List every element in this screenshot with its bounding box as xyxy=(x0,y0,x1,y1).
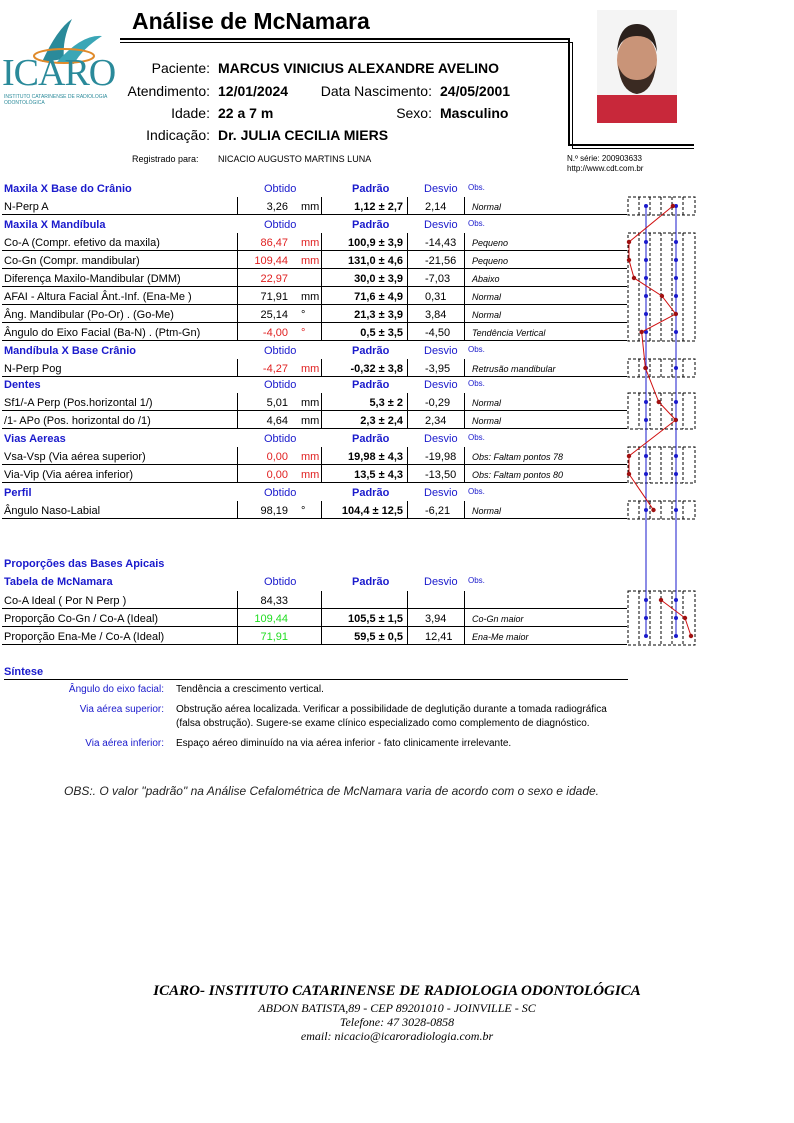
obtido-value: 71,91 xyxy=(260,291,288,303)
age-value: 22 a 7 m xyxy=(218,105,274,121)
patient-point xyxy=(674,418,678,422)
range-point xyxy=(644,312,648,316)
col-desvio: Desvio xyxy=(424,219,458,231)
range-point xyxy=(674,276,678,280)
synthesis-item xyxy=(4,703,624,731)
range-point xyxy=(644,418,648,422)
proportions-title: Proporções das Bases Apicais xyxy=(4,558,165,570)
synthesis-item xyxy=(4,737,624,751)
patient-point xyxy=(643,366,647,370)
patient-point xyxy=(651,508,655,512)
section-title: Mandíbula X Base Crânio xyxy=(4,345,137,357)
range-point xyxy=(644,634,648,638)
col-obtido: Obtido xyxy=(264,576,297,588)
row-obs: Pequeno xyxy=(465,233,627,251)
patient-point xyxy=(627,258,631,262)
obtido-value: 25,14 xyxy=(260,309,288,321)
row-padrao: 0,5 ± 3,5 xyxy=(322,323,408,341)
col-padrao: Padrão xyxy=(352,183,390,195)
patient-point xyxy=(657,400,661,404)
obtido-unit: mm xyxy=(301,397,320,409)
patient-point xyxy=(674,312,678,316)
row-obs: Obs: Faltam pontos 78 xyxy=(465,447,627,465)
row-padrao: -0,32 ± 3,8 xyxy=(322,359,408,377)
col-obs: Obs. xyxy=(468,487,485,496)
range-point xyxy=(644,508,648,512)
row-padrao: 105,5 ± 1,5 xyxy=(322,609,408,627)
range-point xyxy=(644,276,648,280)
range-point xyxy=(644,258,648,262)
row-padrao: 21,3 ± 3,9 xyxy=(322,305,408,323)
synthesis-label: Via aérea inferior: xyxy=(85,738,164,749)
row-obs: Obs: Faltam pontos 80 xyxy=(465,465,627,483)
row-desvio: 3,94 xyxy=(408,609,465,627)
sex-value: Masculino xyxy=(440,105,509,121)
col-obs: Obs. xyxy=(468,576,485,585)
row-padrao: 5,3 ± 2 xyxy=(322,393,408,411)
footer-email[interactable]: email: nicacio@icaroradiologia.com.br xyxy=(300,1029,494,1043)
obtido-value: 3,26 xyxy=(266,201,288,213)
row-padrao: 71,6 ± 4,9 xyxy=(322,287,408,305)
col-obtido: Obtido xyxy=(264,379,297,391)
row-padrao: 19,98 ± 4,3 xyxy=(322,447,408,465)
indication-value: Dr. JULIA CECILIA MIERS xyxy=(218,127,389,143)
row-padrao: 30,0 ± 3,9 xyxy=(322,269,408,287)
row-name: Diferença Maxilo-Mandibular (DMM) xyxy=(2,269,237,287)
obtido-unit: mm xyxy=(301,363,320,375)
range-point xyxy=(674,240,678,244)
obtido-value: 109,44 xyxy=(254,613,288,625)
patient-point xyxy=(632,276,636,280)
row-name: Âng. Mandibular (Po-Or) . (Go-Me) xyxy=(2,305,237,323)
col-padrao: Padrão xyxy=(352,576,390,588)
range-point xyxy=(644,400,648,404)
range-point xyxy=(674,400,678,404)
row-obs: Normal xyxy=(465,501,627,519)
row-desvio: -3,95 xyxy=(408,359,465,377)
obtido-unit: mm xyxy=(301,255,320,267)
obtido-unit: mm xyxy=(301,237,320,249)
section-title: Maxila X Mandíbula xyxy=(4,219,106,231)
obtido-value: 5,01 xyxy=(266,397,288,409)
range-point xyxy=(674,294,678,298)
col-obtido: Obtido xyxy=(264,345,297,357)
patient-point xyxy=(683,616,687,620)
row-obs: Normal xyxy=(465,305,627,323)
range-point xyxy=(674,508,678,512)
obtido-value: 71,91 xyxy=(260,631,288,643)
synthesis-title: Síntese xyxy=(4,666,44,678)
synthesis-label: Via aérea superior: xyxy=(79,704,164,715)
registered-label: Registrado para: xyxy=(132,154,199,164)
website-link[interactable]: http://www.cdt.com.br xyxy=(567,164,644,173)
footer-address: ABDON BATISTA,89 - CEP 89201010 - JOINVILLE - SC xyxy=(258,1001,536,1015)
row-obs: Abaixo xyxy=(465,269,627,287)
obtido-value: -4,27 xyxy=(262,363,288,375)
row-padrao: 59,5 ± 0,5 xyxy=(322,627,408,645)
obtido-unit: mm xyxy=(301,291,320,303)
footer-institution: ICARO- INSTITUTO CATARINENSE DE RADIOLOGIA ODONTOLÓGICA xyxy=(153,983,641,999)
row-obs: Co-Gn maior xyxy=(465,609,627,627)
obtido-unit: mm xyxy=(301,201,320,213)
obtido-value: 109,44 xyxy=(254,255,288,267)
birth-date: 24/05/2001 xyxy=(440,83,511,99)
col-desvio: Desvio xyxy=(424,576,458,588)
row-name: Proporção Ena-Me / Co-A (Ideal) xyxy=(2,627,237,645)
row-name: Proporção Co-Gn / Co-A (Ideal) xyxy=(2,609,237,627)
patient-point xyxy=(659,598,663,602)
col-desvio: Desvio xyxy=(424,379,458,391)
col-obtido: Obtido xyxy=(264,219,297,231)
row-name: N-Perp Pog xyxy=(2,359,237,377)
footer-phone: Telefone: 47 3028-0858 xyxy=(339,1015,455,1029)
col-obs: Obs. xyxy=(468,219,485,228)
range-point xyxy=(674,258,678,262)
row-obs: Normal xyxy=(465,197,627,215)
row-desvio: 2,34 xyxy=(408,411,465,429)
section-title: Dentes xyxy=(4,379,41,391)
row-desvio: 12,41 xyxy=(408,627,465,645)
row-desvio: -6,21 xyxy=(408,501,465,519)
synthesis-text: Obstrução aérea localizada. Verificar a possibilidade de deglutição durante a tomada radiográfica (falsa obstrução). Sugere-se exame clínico especializado como complemento de diagnóstico. xyxy=(176,704,607,729)
patient-point xyxy=(627,454,631,458)
sex-label: Sexo: xyxy=(396,105,432,121)
patient-point xyxy=(689,634,693,638)
row-name: Ângulo do Eixo Facial (Ba-N) . (Ptm-Gn) xyxy=(2,323,237,341)
obtido-unit: ° xyxy=(301,309,306,321)
range-point xyxy=(674,330,678,334)
range-point xyxy=(644,598,648,602)
synthesis-list xyxy=(4,683,624,751)
row-name: N-Perp A xyxy=(2,197,237,215)
synthesis-item xyxy=(4,683,624,697)
patient-point xyxy=(627,240,631,244)
birth-label: Data Nascimento: xyxy=(320,83,432,99)
row-desvio: -13,50 xyxy=(408,465,465,483)
obtido-value: 22,97 xyxy=(260,273,288,285)
row-name: Sf1/-A Perp (Pos.horizontal 1/) xyxy=(2,393,237,411)
logo-subtitle: INSTITUTO CATARINENSE DE RADIOLOGIA ODONTOLÓGICA xyxy=(4,94,108,106)
range-point xyxy=(644,204,648,208)
section-title: Maxila X Base do Crânio xyxy=(4,183,132,195)
registered-value: NICACIO AUGUSTO MARTINS LUNA xyxy=(218,154,372,164)
patient-point xyxy=(671,204,675,208)
obtido-unit: ° xyxy=(301,327,306,339)
range-point xyxy=(644,472,648,476)
row-padrao: 1,12 ± 2,7 xyxy=(322,197,408,215)
row-padrao: 104,4 ± 12,5 xyxy=(322,501,408,519)
row-padrao: 2,3 ± 2,4 xyxy=(322,411,408,429)
obtido-value: 84,33 xyxy=(260,595,288,607)
page-title: Análise de McNamara xyxy=(132,8,370,34)
range-point xyxy=(674,598,678,602)
synthesis-label: Ângulo do eixo facial: xyxy=(68,684,164,695)
row-desvio: -14,43 xyxy=(408,233,465,251)
row-name: /1- APo (Pos. horizontal do /1) xyxy=(2,411,237,429)
row-desvio: -21,56 xyxy=(408,251,465,269)
patient-point xyxy=(627,472,631,476)
row-name: Co-Gn (Compr. mandibular) xyxy=(2,251,237,269)
attendance-date: 12/01/2024 xyxy=(218,83,289,99)
row-obs: Normal xyxy=(465,287,627,305)
col-padrao: Padrão xyxy=(352,345,390,357)
patient-point xyxy=(660,294,664,298)
row-desvio: -4,50 xyxy=(408,323,465,341)
range-point xyxy=(644,454,648,458)
range-point xyxy=(674,634,678,638)
attendance-label: Atendimento: xyxy=(127,83,210,99)
col-desvio: Desvio xyxy=(424,345,458,357)
col-obs: Obs. xyxy=(468,433,485,442)
row-obs: Normal xyxy=(465,411,627,429)
row-name: Co-A (Compr. efetivo da maxila) xyxy=(2,233,237,251)
patient-point xyxy=(639,330,643,334)
col-desvio: Desvio xyxy=(424,487,458,499)
row-name: Vsa-Vsp (Via aérea superior) xyxy=(2,447,237,465)
age-label: Idade: xyxy=(171,105,210,121)
indication-label: Indicação: xyxy=(146,127,210,143)
obtido-value: 4,64 xyxy=(266,415,288,427)
obtido-value: 0,00 xyxy=(266,469,288,481)
row-desvio: 2,14 xyxy=(408,197,465,215)
obtido-unit: mm xyxy=(301,469,320,481)
range-point xyxy=(644,616,648,620)
synthesis-text: Espaço aéreo diminuído na via aérea inferior - fato clinicamente irrelevante. xyxy=(176,738,512,749)
row-obs: Ena-Me maior xyxy=(465,627,627,645)
row-name: Ângulo Naso-Labial xyxy=(2,501,237,519)
row-padrao: 131,0 ± 4,6 xyxy=(322,251,408,269)
obs-note: OBS:. O valor "padrão" na Análise Cefalométrica de McNamara varia de acordo com o sexo e idade. xyxy=(64,784,600,798)
range-point xyxy=(644,294,648,298)
obtido-unit: ° xyxy=(301,505,306,517)
row-desvio: -19,98 xyxy=(408,447,465,465)
range-point xyxy=(674,616,678,620)
synthesis-text: Tendência a crescimento vertical. xyxy=(176,684,324,695)
col-obtido: Obtido xyxy=(264,183,297,195)
section-title: Perfil xyxy=(4,487,32,499)
row-name: AFAI - Altura Facial Ânt.-Inf. (Ena-Me ) xyxy=(2,287,237,305)
row-obs: Tendência Vertical xyxy=(465,323,627,341)
divider xyxy=(4,679,628,680)
col-desvio: Desvio xyxy=(424,183,458,195)
col-obs: Obs. xyxy=(468,379,485,388)
obtido-unit: mm xyxy=(301,415,320,427)
row-name: Co-A Ideal ( Por N Perp ) xyxy=(2,591,237,609)
row-obs: Pequeno xyxy=(465,251,627,269)
range-point xyxy=(644,240,648,244)
col-padrao: Padrão xyxy=(352,433,390,445)
serial-number: N.º série: 200903633 xyxy=(567,154,642,163)
row-name: Via-Vip (Via aérea inferior) xyxy=(2,465,237,483)
row-desvio: 3,84 xyxy=(408,305,465,323)
col-desvio: Desvio xyxy=(424,433,458,445)
table-title: Tabela de McNamara xyxy=(4,576,113,588)
obtido-unit: mm xyxy=(301,451,320,463)
row-padrao: 13,5 ± 4,3 xyxy=(322,465,408,483)
row-obs: Retrusão mandibular xyxy=(465,359,627,377)
obtido-value: 86,47 xyxy=(260,237,288,249)
col-padrao: Padrão xyxy=(352,379,390,391)
row-desvio: 0,31 xyxy=(408,287,465,305)
patient-line xyxy=(629,206,676,510)
row-obs: Normal xyxy=(465,393,627,411)
patient-name: MARCUS VINICIUS ALEXANDRE AVELINO xyxy=(218,60,500,76)
col-obs: Obs. xyxy=(468,183,485,192)
col-obs: Obs. xyxy=(468,345,485,354)
row-desvio: -0,29 xyxy=(408,393,465,411)
obtido-value: 0,00 xyxy=(266,451,288,463)
col-padrao: Padrão xyxy=(352,487,390,499)
range-point xyxy=(674,472,678,476)
row-padrao: 100,9 ± 3,9 xyxy=(322,233,408,251)
obtido-value: -4,00 xyxy=(262,327,288,339)
obtido-value: 98,19 xyxy=(260,505,288,517)
range-point xyxy=(674,366,678,370)
col-obtido: Obtido xyxy=(264,487,297,499)
range-point xyxy=(674,454,678,458)
col-padrao: Padrão xyxy=(352,219,390,231)
logo-text: ICARO xyxy=(2,52,116,94)
patient-label: Paciente: xyxy=(151,60,210,76)
row-desvio: -7,03 xyxy=(408,269,465,287)
col-obtido: Obtido xyxy=(264,433,297,445)
section-title: Vias Aereas xyxy=(4,433,66,445)
